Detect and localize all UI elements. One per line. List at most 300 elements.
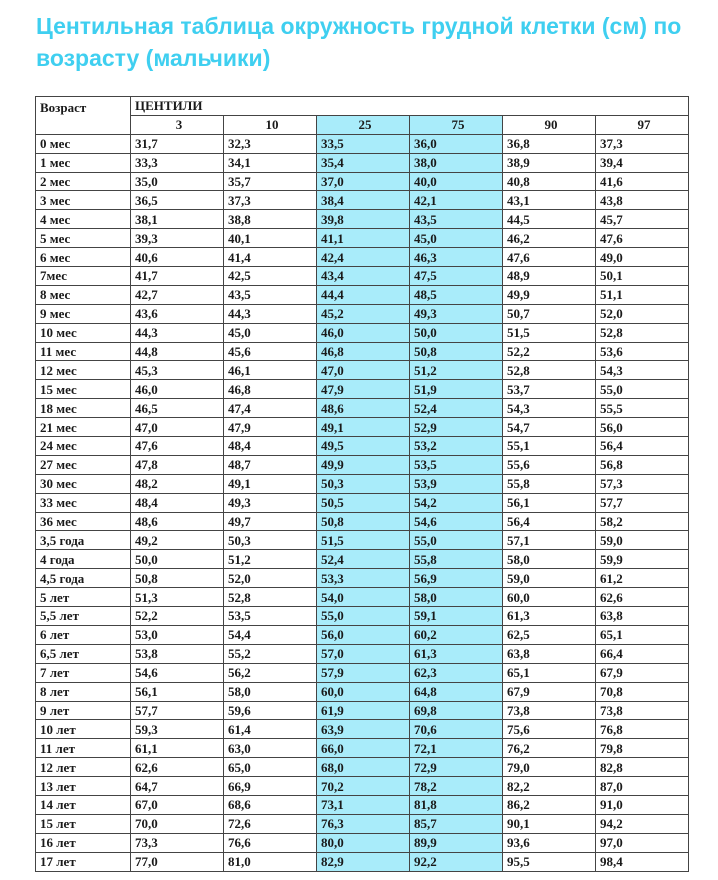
table-row	[36, 474, 689, 493]
value-cell: 36,5	[131, 191, 224, 210]
centile-table-container	[35, 96, 689, 872]
value-cell: 69,8	[410, 701, 503, 720]
value-cell: 40,6	[131, 248, 224, 267]
value-cell: 46,0	[131, 380, 224, 399]
value-cell: 48,6	[317, 399, 410, 418]
age-cell: 12 мес	[36, 361, 131, 380]
age-cell: 13 лет	[36, 777, 131, 796]
table-row	[36, 493, 689, 512]
value-cell: 66,0	[317, 739, 410, 758]
value-cell: 76,6	[224, 833, 317, 852]
value-cell: 36,8	[503, 134, 596, 153]
value-cell: 40,8	[503, 172, 596, 191]
value-cell: 72,1	[410, 739, 503, 758]
value-cell: 32,3	[224, 134, 317, 153]
value-cell: 46,8	[224, 380, 317, 399]
table-row	[36, 607, 689, 626]
value-cell: 98,4	[596, 852, 689, 871]
value-cell: 76,2	[503, 739, 596, 758]
age-cell: 5,5 лет	[36, 607, 131, 626]
value-cell: 50,1	[596, 267, 689, 286]
value-cell: 68,0	[317, 758, 410, 777]
value-cell: 51,3	[131, 588, 224, 607]
value-cell: 47,6	[131, 437, 224, 456]
table-row	[36, 795, 689, 814]
value-cell: 38,9	[503, 153, 596, 172]
table-row	[36, 361, 689, 380]
value-cell: 54,6	[410, 512, 503, 531]
value-cell: 50,8	[317, 512, 410, 531]
age-cell: 6 лет	[36, 625, 131, 644]
value-cell: 41,6	[596, 172, 689, 191]
value-cell: 46,8	[317, 342, 410, 361]
age-cell: 17 лет	[36, 852, 131, 871]
value-cell: 45,0	[224, 323, 317, 342]
value-cell: 51,2	[410, 361, 503, 380]
value-cell: 54,4	[224, 625, 317, 644]
value-cell: 45,7	[596, 210, 689, 229]
value-cell: 63,8	[503, 644, 596, 663]
value-cell: 91,0	[596, 795, 689, 814]
value-cell: 53,5	[410, 455, 503, 474]
value-cell: 35,4	[317, 153, 410, 172]
age-cell: 5 мес	[36, 229, 131, 248]
value-cell: 52,0	[224, 569, 317, 588]
value-cell: 49,3	[224, 493, 317, 512]
value-cell: 34,1	[224, 153, 317, 172]
age-cell: 8 лет	[36, 682, 131, 701]
age-cell: 5 лет	[36, 588, 131, 607]
value-cell: 49,0	[596, 248, 689, 267]
value-cell: 35,7	[224, 172, 317, 191]
value-cell: 39,8	[317, 210, 410, 229]
table-row	[36, 399, 689, 418]
value-cell: 57,9	[317, 663, 410, 682]
table-row	[36, 455, 689, 474]
value-cell: 90,1	[503, 814, 596, 833]
value-cell: 51,5	[317, 531, 410, 550]
value-cell: 86,2	[503, 795, 596, 814]
value-cell: 54,3	[503, 399, 596, 418]
value-cell: 44,3	[131, 323, 224, 342]
age-cell: 9 лет	[36, 701, 131, 720]
value-cell: 72,6	[224, 814, 317, 833]
age-cell: 9 мес	[36, 304, 131, 323]
value-cell: 42,1	[410, 191, 503, 210]
age-cell: 24 мес	[36, 437, 131, 456]
value-cell: 58,0	[410, 588, 503, 607]
value-cell: 49,9	[317, 455, 410, 474]
value-cell: 41,4	[224, 248, 317, 267]
value-cell: 53,6	[596, 342, 689, 361]
age-cell: 7 лет	[36, 663, 131, 682]
value-cell: 40,1	[224, 229, 317, 248]
value-cell: 54,3	[596, 361, 689, 380]
centile-column-header: 97	[596, 115, 689, 134]
value-cell: 38,4	[317, 191, 410, 210]
value-cell: 53,0	[131, 625, 224, 644]
age-cell: 4 мес	[36, 210, 131, 229]
value-cell: 53,3	[317, 569, 410, 588]
table-row	[36, 682, 689, 701]
value-cell: 62,5	[503, 625, 596, 644]
value-cell: 55,0	[317, 607, 410, 626]
value-cell: 57,1	[503, 531, 596, 550]
age-cell: 36 мес	[36, 512, 131, 531]
value-cell: 50,0	[131, 550, 224, 569]
value-cell: 49,1	[317, 418, 410, 437]
table-row	[36, 191, 689, 210]
value-cell: 67,9	[503, 682, 596, 701]
value-cell: 47,9	[317, 380, 410, 399]
table-row	[36, 342, 689, 361]
page-title: Центильная таблица окружность грудной клетки (см) по возрасту (мальчики)	[36, 13, 682, 71]
value-cell: 89,9	[410, 833, 503, 852]
table-row	[36, 625, 689, 644]
value-cell: 46,2	[503, 229, 596, 248]
age-cell: 4 года	[36, 550, 131, 569]
age-cell: 6 мес	[36, 248, 131, 267]
value-cell: 47,4	[224, 399, 317, 418]
table-body	[36, 134, 689, 871]
value-cell: 47,9	[224, 418, 317, 437]
value-cell: 59,9	[596, 550, 689, 569]
value-cell: 92,2	[410, 852, 503, 871]
value-cell: 38,0	[410, 153, 503, 172]
value-cell: 37,3	[596, 134, 689, 153]
value-cell: 81,8	[410, 795, 503, 814]
value-cell: 73,1	[317, 795, 410, 814]
age-cell: 16 лет	[36, 833, 131, 852]
value-cell: 47,0	[131, 418, 224, 437]
centile-column-header: 25	[317, 115, 410, 134]
value-cell: 59,0	[503, 569, 596, 588]
value-cell: 44,4	[317, 285, 410, 304]
value-cell: 40,0	[410, 172, 503, 191]
value-cell: 63,8	[596, 607, 689, 626]
age-cell: 14 лет	[36, 795, 131, 814]
value-cell: 51,1	[596, 285, 689, 304]
value-cell: 43,8	[596, 191, 689, 210]
value-cell: 63,0	[224, 739, 317, 758]
value-cell: 81,0	[224, 852, 317, 871]
value-cell: 55,8	[503, 474, 596, 493]
value-cell: 61,4	[224, 720, 317, 739]
value-cell: 79,0	[503, 758, 596, 777]
table-row	[36, 531, 689, 550]
value-cell: 82,2	[503, 777, 596, 796]
table-row	[36, 777, 689, 796]
age-cell: 7мес	[36, 267, 131, 286]
age-cell: 21 мес	[36, 418, 131, 437]
value-cell: 42,7	[131, 285, 224, 304]
value-cell: 54,0	[317, 588, 410, 607]
value-cell: 47,6	[503, 248, 596, 267]
value-cell: 42,5	[224, 267, 317, 286]
value-cell: 49,2	[131, 531, 224, 550]
table-row	[36, 550, 689, 569]
value-cell: 50,5	[317, 493, 410, 512]
value-cell: 56,2	[224, 663, 317, 682]
value-cell: 77,0	[131, 852, 224, 871]
table-row	[36, 172, 689, 191]
table-row	[36, 833, 689, 852]
value-cell: 48,4	[224, 437, 317, 456]
value-cell: 72,9	[410, 758, 503, 777]
age-cell: 12 лет	[36, 758, 131, 777]
table-row	[36, 267, 689, 286]
value-cell: 64,7	[131, 777, 224, 796]
value-cell: 44,3	[224, 304, 317, 323]
value-cell: 64,8	[410, 682, 503, 701]
table-row	[36, 852, 689, 871]
value-cell: 62,6	[131, 758, 224, 777]
age-cell: 15 мес	[36, 380, 131, 399]
value-cell: 70,8	[596, 682, 689, 701]
age-cell: 11 мес	[36, 342, 131, 361]
value-cell: 59,6	[224, 701, 317, 720]
table-row	[36, 210, 689, 229]
value-cell: 53,9	[410, 474, 503, 493]
value-cell: 36,0	[410, 134, 503, 153]
value-cell: 52,0	[596, 304, 689, 323]
value-cell: 73,8	[596, 701, 689, 720]
value-cell: 57,0	[317, 644, 410, 663]
value-cell: 48,9	[503, 267, 596, 286]
value-cell: 55,1	[503, 437, 596, 456]
table-row	[36, 701, 689, 720]
value-cell: 80,0	[317, 833, 410, 852]
table-row	[36, 569, 689, 588]
value-cell: 58,2	[596, 512, 689, 531]
table-row	[36, 285, 689, 304]
value-cell: 59,1	[410, 607, 503, 626]
value-cell: 48,5	[410, 285, 503, 304]
value-cell: 51,5	[503, 323, 596, 342]
value-cell: 43,6	[131, 304, 224, 323]
value-cell: 44,8	[131, 342, 224, 361]
value-cell: 73,8	[503, 701, 596, 720]
value-cell: 31,7	[131, 134, 224, 153]
value-cell: 50,3	[317, 474, 410, 493]
value-cell: 55,2	[224, 644, 317, 663]
value-cell: 66,4	[596, 644, 689, 663]
age-cell: 10 лет	[36, 720, 131, 739]
value-cell: 61,9	[317, 701, 410, 720]
value-cell: 61,2	[596, 569, 689, 588]
value-cell: 52,8	[503, 361, 596, 380]
table-row	[36, 739, 689, 758]
value-cell: 52,2	[503, 342, 596, 361]
value-cell: 67,0	[131, 795, 224, 814]
table-row	[36, 588, 689, 607]
value-cell: 61,3	[503, 607, 596, 626]
value-cell: 43,5	[224, 285, 317, 304]
value-cell: 53,5	[224, 607, 317, 626]
age-cell: 33 мес	[36, 493, 131, 512]
age-cell: 18 мес	[36, 399, 131, 418]
value-cell: 82,8	[596, 758, 689, 777]
value-cell: 48,2	[131, 474, 224, 493]
table-row	[36, 512, 689, 531]
value-cell: 48,4	[131, 493, 224, 512]
value-cell: 93,6	[503, 833, 596, 852]
value-cell: 48,6	[131, 512, 224, 531]
value-cell: 48,7	[224, 455, 317, 474]
age-cell: 10 мес	[36, 323, 131, 342]
value-cell: 82,9	[317, 852, 410, 871]
value-cell: 45,6	[224, 342, 317, 361]
value-cell: 56,1	[503, 493, 596, 512]
table-row	[36, 720, 689, 739]
value-cell: 45,0	[410, 229, 503, 248]
value-cell: 47,5	[410, 267, 503, 286]
value-cell: 44,5	[503, 210, 596, 229]
value-cell: 49,3	[410, 304, 503, 323]
value-cell: 50,0	[410, 323, 503, 342]
value-cell: 87,0	[596, 777, 689, 796]
value-cell: 53,8	[131, 644, 224, 663]
value-cell: 52,8	[224, 588, 317, 607]
value-cell: 59,0	[596, 531, 689, 550]
value-cell: 60,2	[410, 625, 503, 644]
value-cell: 70,0	[131, 814, 224, 833]
header-row-columns	[36, 115, 689, 134]
value-cell: 38,1	[131, 210, 224, 229]
value-cell: 50,8	[410, 342, 503, 361]
value-cell: 50,3	[224, 531, 317, 550]
value-cell: 55,0	[596, 380, 689, 399]
age-cell: 3,5 года	[36, 531, 131, 550]
table-row	[36, 418, 689, 437]
age-cell: 30 мес	[36, 474, 131, 493]
centile-column-header: 75	[410, 115, 503, 134]
centile-table	[35, 96, 689, 872]
value-cell: 45,3	[131, 361, 224, 380]
value-cell: 38,8	[224, 210, 317, 229]
age-cell: 8 мес	[36, 285, 131, 304]
value-cell: 55,0	[410, 531, 503, 550]
value-cell: 49,5	[317, 437, 410, 456]
value-cell: 49,9	[503, 285, 596, 304]
table-row	[36, 644, 689, 663]
value-cell: 52,2	[131, 607, 224, 626]
value-cell: 50,8	[131, 569, 224, 588]
value-cell: 76,8	[596, 720, 689, 739]
value-cell: 43,1	[503, 191, 596, 210]
value-cell: 35,0	[131, 172, 224, 191]
value-cell: 75,6	[503, 720, 596, 739]
value-cell: 51,2	[224, 550, 317, 569]
value-cell: 33,5	[317, 134, 410, 153]
value-cell: 37,0	[317, 172, 410, 191]
value-cell: 56,9	[410, 569, 503, 588]
value-cell: 55,8	[410, 550, 503, 569]
value-cell: 42,4	[317, 248, 410, 267]
value-cell: 39,4	[596, 153, 689, 172]
value-cell: 53,2	[410, 437, 503, 456]
age-cell: 0 мес	[36, 134, 131, 153]
value-cell: 56,0	[317, 625, 410, 644]
value-cell: 43,4	[317, 267, 410, 286]
value-cell: 68,6	[224, 795, 317, 814]
value-cell: 54,7	[503, 418, 596, 437]
value-cell: 54,6	[131, 663, 224, 682]
value-cell: 94,2	[596, 814, 689, 833]
value-cell: 97,0	[596, 833, 689, 852]
value-cell: 62,3	[410, 663, 503, 682]
table-row	[36, 248, 689, 267]
value-cell: 41,7	[131, 267, 224, 286]
table-row	[36, 153, 689, 172]
age-cell: 27 мес	[36, 455, 131, 474]
value-cell: 43,5	[410, 210, 503, 229]
age-cell: 6,5 лет	[36, 644, 131, 663]
value-cell: 57,7	[131, 701, 224, 720]
value-cell: 85,7	[410, 814, 503, 833]
table-row	[36, 437, 689, 456]
value-cell: 59,3	[131, 720, 224, 739]
value-cell: 41,1	[317, 229, 410, 248]
value-cell: 58,0	[503, 550, 596, 569]
value-cell: 52,8	[596, 323, 689, 342]
value-cell: 66,9	[224, 777, 317, 796]
value-cell: 56,0	[596, 418, 689, 437]
value-cell: 55,5	[596, 399, 689, 418]
value-cell: 65,1	[503, 663, 596, 682]
age-cell: 1 мес	[36, 153, 131, 172]
table-row	[36, 304, 689, 323]
table-row	[36, 229, 689, 248]
value-cell: 67,9	[596, 663, 689, 682]
table-row	[36, 323, 689, 342]
header-row-top	[36, 97, 689, 116]
value-cell: 51,9	[410, 380, 503, 399]
value-cell: 47,0	[317, 361, 410, 380]
value-cell: 61,1	[131, 739, 224, 758]
table-row	[36, 758, 689, 777]
value-cell: 79,8	[596, 739, 689, 758]
value-cell: 65,0	[224, 758, 317, 777]
value-cell: 60,0	[317, 682, 410, 701]
value-cell: 46,3	[410, 248, 503, 267]
age-cell: 4,5 года	[36, 569, 131, 588]
value-cell: 60,0	[503, 588, 596, 607]
value-cell: 78,2	[410, 777, 503, 796]
value-cell: 37,3	[224, 191, 317, 210]
value-cell: 45,2	[317, 304, 410, 323]
table-row	[36, 814, 689, 833]
centile-column-header: 90	[503, 115, 596, 134]
centile-column-header: 3	[131, 115, 224, 134]
value-cell: 57,3	[596, 474, 689, 493]
value-cell: 49,1	[224, 474, 317, 493]
value-cell: 39,3	[131, 229, 224, 248]
table-row	[36, 663, 689, 682]
value-cell: 47,6	[596, 229, 689, 248]
value-cell: 53,7	[503, 380, 596, 399]
value-cell: 65,1	[596, 625, 689, 644]
centile-group-header: ЦЕНТИЛИ	[131, 97, 689, 116]
value-cell: 73,3	[131, 833, 224, 852]
age-cell: 2 мес	[36, 172, 131, 191]
value-cell: 70,6	[410, 720, 503, 739]
value-cell: 56,8	[596, 455, 689, 474]
age-cell: 11 лет	[36, 739, 131, 758]
table-row	[36, 380, 689, 399]
age-cell: 15 лет	[36, 814, 131, 833]
value-cell: 52,4	[410, 399, 503, 418]
